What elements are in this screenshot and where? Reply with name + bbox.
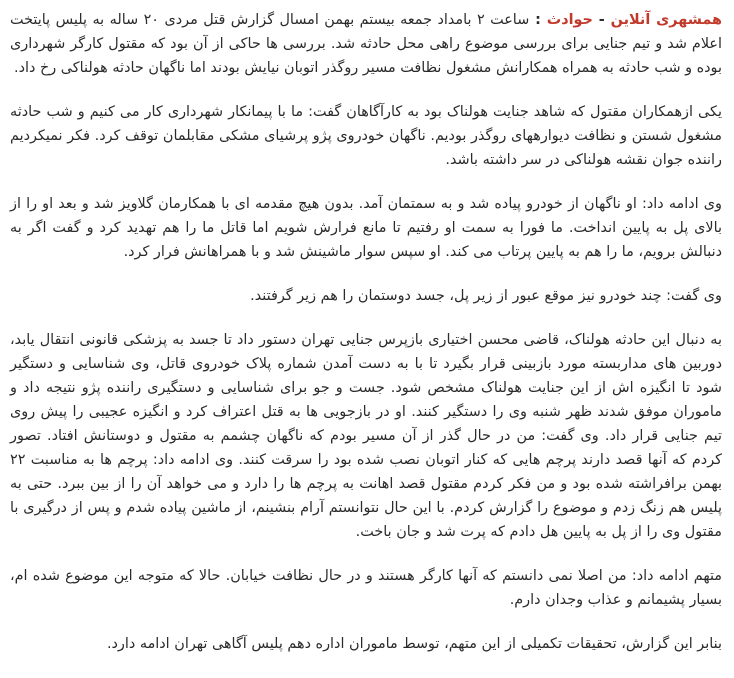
paragraph: یکی ازهمکاران مقتول که شاهد جنایت هولناک بود به کارآگاهان گفت: ما با پیمانکار شهرداری کار می کنیم و شب حادثه مشغول شستن و نظافت دیوارههای روگذر بودیم. ناگهان خودروی پژو پرشیای مشکی مقابلمان توقف کرد. فکر نمیکردیم راننده جوان نقشه هولناکی در سر داشته باشد. [10, 104, 722, 168]
paragraph: بنابر این گزارش، تحقیقات تکمیلی از این متهم، توسط ماموران اداره دهم پلیس آگاهی تهران ادامه دارد. [106, 636, 722, 652]
service-name[interactable]: حوادث [546, 12, 593, 28]
paragraph: متهم ادامه داد: من اصلا نمی دانستم که آنها کارگر هستند و در حال نظافت خیابان. حالا که متوجه این موضوع شده ام، بسیار پشیمانم و عذاب وجدان دارم. [10, 568, 722, 608]
paragraph: به دنبال این حادثه هولناک، قاضی محسن اختیاری بازپرس جنایی تهران دستور داد تا جسد به پزشکی قانونی انتقال یابد، دوربین های مداربسته مورد بازبینی قرار بگیرد تا با به دست آمدن شماره پلاک خودروی قاتل، وی شناسایی و دستگیر شود تا انگیزه اش از این جنایت هولناک مشخص شود. جست و جو برای شناسایی و دستگیری راننده پژو نتیجه داد و ماموران موفق شدند ظهر شنبه وی را دستگیر کنند. او در بازجویی ها به قتل اعتراف کرد و انگیزه عجیبی را پیش روی تیم جنایی قرار داد. وی گفت: من در حال گذر از آن مسیر بودم که ناگهان چشمم به مقتول و دوستانش افتاد. تصور کردم که آنها قصد دارند پرچم هایی که کنار اتوبان نصب شده بود را سرقت کنند. وی ادامه داد: پرچم ها به مناسبت ۲۲ بهمن برافراشته شده بود و من فکر کردم مقتول قصد اهانت به پرچم ها را دارد و می خواهد آن را از بین ببرد. حتی به پلیس هم زنگ زدم و موضوع را گزارش کردم. با این حال نتوانستم آرام بنشینم، از ماشین پیاده شدم و پس از درگیری با مقتول وی را از پل به پایین هل دادم که پرت شد و جان باخت. [10, 332, 722, 540]
paragraph: وی ادامه داد: او ناگهان از خودرو پیاده شد و به سمتمان آمد. بدون هیچ مقدمه ای با همکارمان گلاویز شد و بعد او را از بالای پل به پایین انداخت. ما فورا به سمت او رفتیم تا مانع فرارش شویم اما قاتل ما را هم تهدید کرد و گفت اگر به دنبالش برویم، ما را هم به پایین پرتاب می کند. او سپس سوار ماشینش شد و با همراهانش فرار کرد. [10, 196, 722, 260]
paragraph: وی گفت: چند خودرو نیز موقع عبور از زیر پل، جسد دوستمان را هم زیر گرفتند. [250, 288, 722, 304]
service-colon: : [529, 12, 547, 28]
source-separator: - [592, 12, 611, 28]
paragraph-text: ساعت ۲ بامداد جمعه بیستم بهمن امسال گزارش قتل مردی ۲۰ ساله به پلیس پایتخت اعلام شد و تیم جنایی برای بررسی موضوع راهی محل حادثه شد. بررسی ها حاکی از آن بود که مقتول کارگر شهرداری بوده و شب حادثه به همراه همکارانش مشغول نظافت مسیر روگذر اتوبان نیایش بودند اما ناگهان حادثه هولناکی رخ داد. [10, 12, 722, 76]
source-name[interactable]: همشهری آنلاین [610, 12, 723, 28]
lead-paragraph [10, 8, 722, 80]
